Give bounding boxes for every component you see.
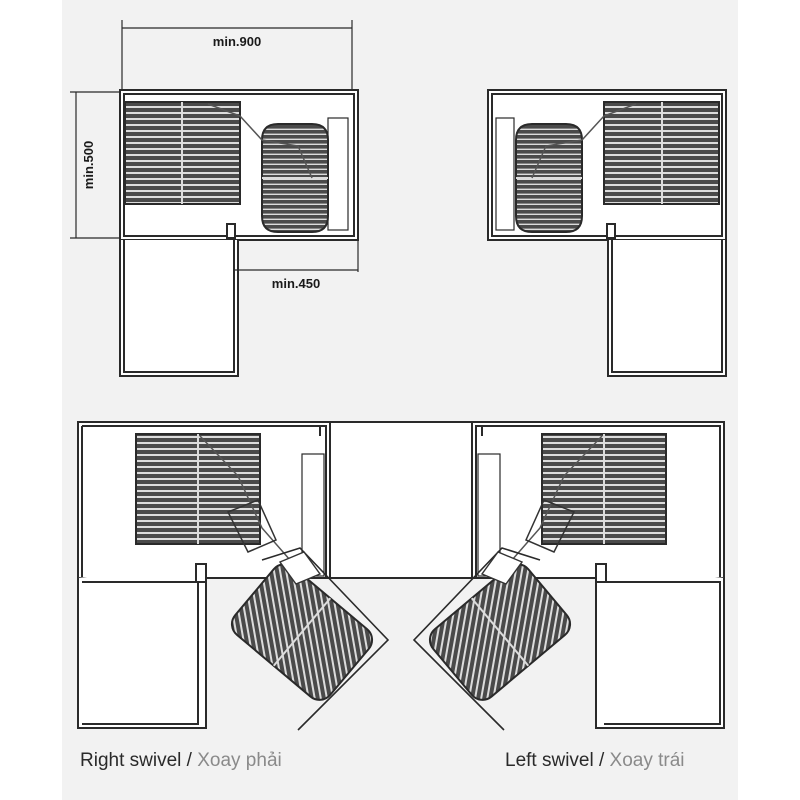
left-swivel-translation: Xoay trái — [609, 750, 685, 771]
left-swivel-caption — [505, 750, 685, 772]
right-swivel-translation: Xoay phải — [197, 750, 282, 771]
right-swivel-separator: / — [181, 750, 198, 771]
depth-dimension-label: min.500 — [81, 140, 96, 190]
left-swivel-separator: / — [593, 750, 610, 771]
opening-dimension-label: min.450 — [271, 276, 321, 291]
width-dimension-label: min.900 — [212, 34, 262, 49]
right-swivel-caption — [80, 750, 282, 772]
left-swivel-label: Left swivel — [505, 750, 594, 771]
right-swivel-label: Right swivel — [80, 750, 182, 771]
center-opening — [330, 422, 472, 578]
